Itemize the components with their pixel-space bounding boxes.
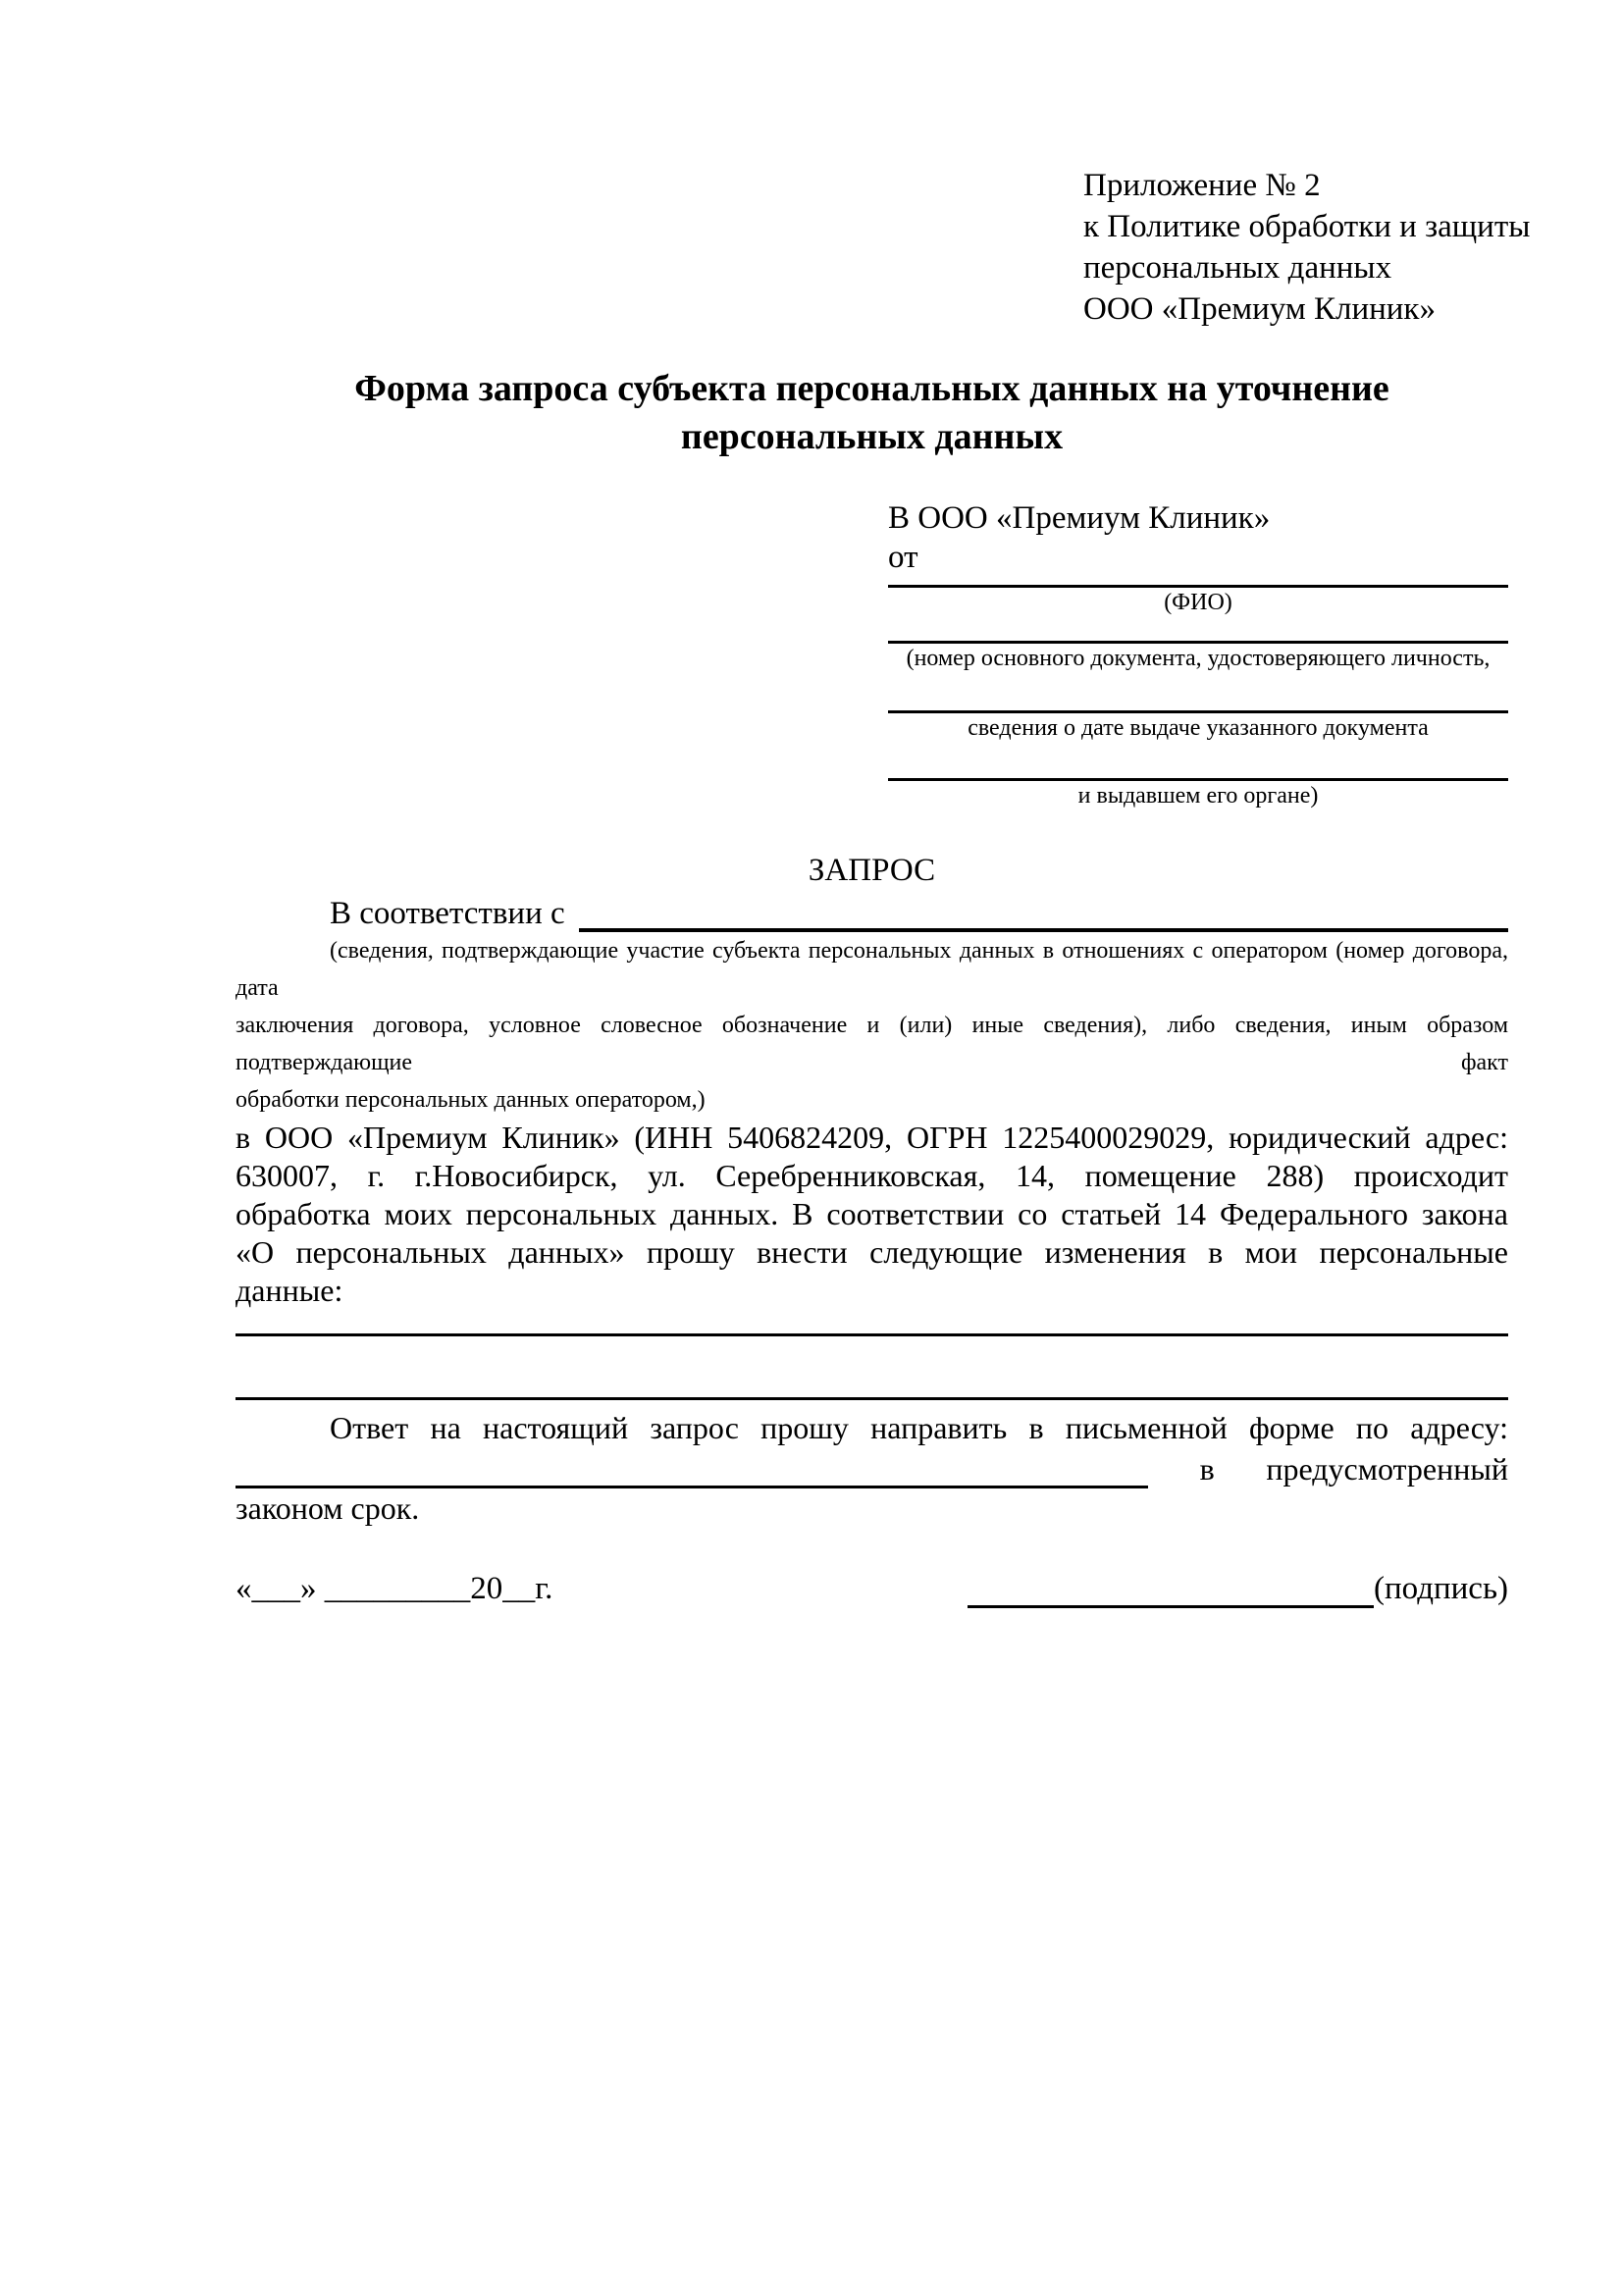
reply-request-line: Ответ на настоящий запрос прошу направить в письменной форме по адресу: (330, 1410, 1508, 1445)
request-body-line: 630007, г. г.Новосибирск, ул. Серебренниковская, 14, помещение 288) происходит (236, 1158, 1508, 1193)
addressee-org: В ООО «Премиум Клиник» (888, 500, 1271, 536)
basis-fill-line (579, 895, 1508, 932)
basis-footnote (236, 932, 1508, 1119)
issuer-fill-line (888, 743, 1508, 781)
request-intro-row (236, 895, 1508, 932)
request-body-line: «О персональных данных» прошу внести следующие изменения в мои персональные (236, 1234, 1508, 1270)
issuer-caption: и выдавшем его органе) (1077, 783, 1319, 809)
date-fill-text: «___» _________20__г. (236, 1571, 553, 1606)
changes-fill-line-2 (236, 1397, 1508, 1400)
signature-caption: (подпись) (1374, 1571, 1508, 1606)
appendix-line: Приложение № 2 (1083, 168, 1321, 203)
issue-date-fill-line (888, 673, 1508, 713)
basis-footnote-line: заключения договора, условное словесное обозначение и (или) иные сведения), либо сведения, иным образом подтверждающие факт (236, 1013, 1508, 1075)
basis-footnote-line: обработки персональных данных оператором,) (236, 1087, 706, 1113)
signature-fill-line (968, 1574, 1374, 1608)
issue-date-caption: сведения о дате выдаче указанного документа (968, 715, 1429, 741)
reply-tail-word: в (1199, 1451, 1215, 1487)
reply-term-line: законом срок. (236, 1490, 420, 1526)
request-intro-label: В соответствии с (330, 896, 565, 931)
fio-fill-line (888, 577, 1508, 588)
document-title-line: Форма запроса субъекта персональных данных на уточнение (354, 368, 1389, 409)
appendix-line: к Политике обработки и защиты (1083, 209, 1531, 244)
document-number-fill-line (888, 617, 1508, 644)
document-title (236, 365, 1508, 461)
reply-tail-word: предусмотренный (1266, 1451, 1508, 1487)
addressee-block (888, 498, 1508, 810)
document-number-caption: (номер основного документа, удостоверяющего личность, (906, 646, 1491, 671)
appendix-line: персональных данных (1083, 250, 1392, 286)
request-body-line: данные: (236, 1273, 343, 1308)
appendix-line: ООО «Премиум Клиник» (1083, 291, 1436, 327)
request-body-line: обработка моих персональных данных. В соответствии со статьей 14 Федерального закона (236, 1196, 1508, 1231)
signature-group (968, 1569, 1508, 1608)
fio-caption: (ФИО) (1164, 590, 1232, 615)
appendix-block (1083, 165, 1531, 330)
reply-address-fill-line (236, 1450, 1148, 1488)
addressee-from-label: от (888, 540, 918, 575)
changes-fill-line-1 (236, 1333, 1508, 1336)
basis-footnote-line: (сведения, подтверждающие участие субъекта персональных данных в отношениях с оператором (номер договора, дата (236, 938, 1508, 1001)
date-signature-row (236, 1569, 1508, 1608)
request-heading: ЗАПРОС (808, 853, 936, 888)
request-body (236, 1119, 1508, 1310)
document-title-line: персональных данных (680, 416, 1064, 457)
reply-address-row (236, 1447, 1508, 1488)
request-body-line: в ООО «Премиум Клиник» (ИНН 5406824209, ОГРН 1225400029029, юридический адрес: (236, 1120, 1508, 1155)
